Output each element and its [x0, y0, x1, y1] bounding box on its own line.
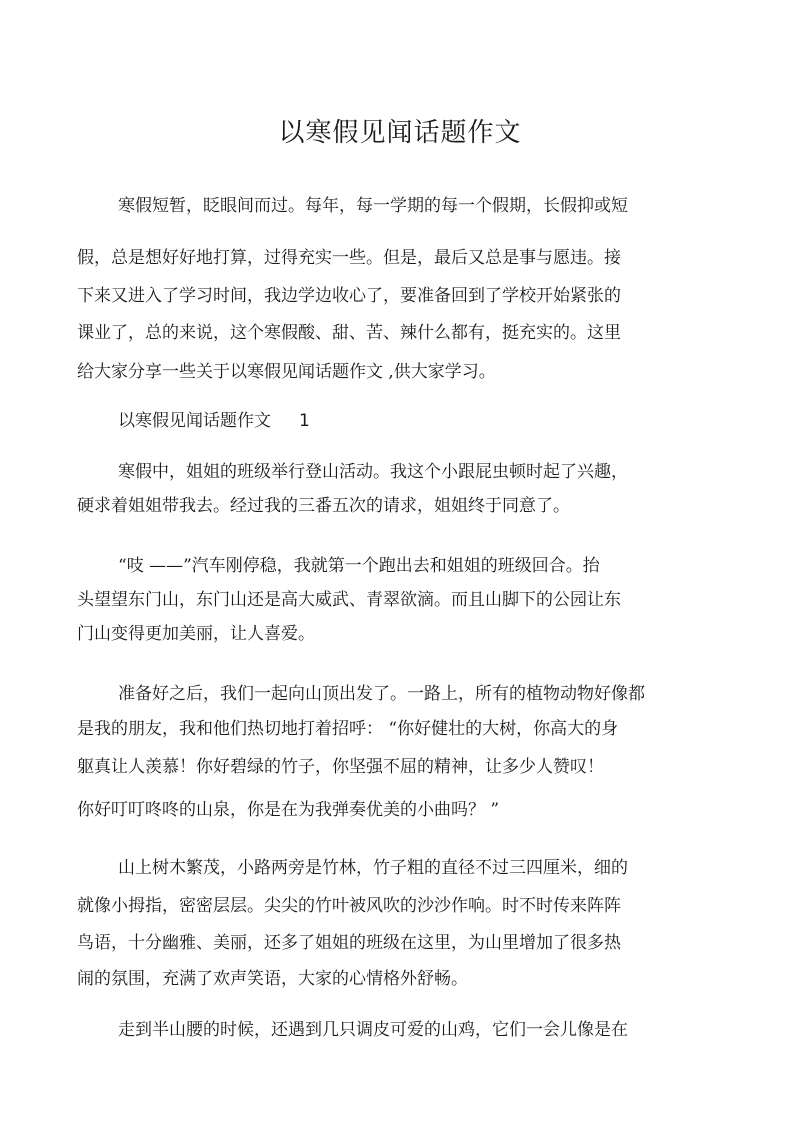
text-line: 躯真让人羡慕！你好碧绿的竹子，你坚强不屈的精神，让多少人赞叹！: [77, 757, 604, 777]
text-line: 下来又进入了学习时间，我边学边收心了，要准备回到了学校开始紧张的: [77, 286, 621, 306]
text-line: 硬求着姐姐带我去。经过我的三番五次的请求，姐姐终于同意了。: [77, 496, 570, 516]
text-line: 鸟语，十分幽雅、美丽，还多了姐姐的班级在这里，为山里增加了很多热: [77, 933, 621, 953]
text-line: 走到半山腰的时候，还遇到几只调皮可爱的山鸡，它们一会儿像是在: [118, 1020, 628, 1040]
text-line: 是我的朋友，我和他们热切地打着招呼： “你好健壮的大树，你高大的身: [77, 719, 619, 739]
section-heading: [118, 411, 310, 431]
text-line: 闹的氛围，充满了欢声笑语，大家的心情格外舒畅。: [77, 969, 468, 989]
document-title: 以寒假见闻话题作文: [278, 118, 522, 148]
text-line: 山上树木繁茂，小路两旁是竹林，竹子粗的直径不过三四厘米，细的: [118, 858, 628, 878]
text-line: 就像小拇指，密密层层。尖尖的竹叶被风吹的沙沙作响。时不时传来阵阵: [77, 896, 621, 916]
text-line: 课业了，总的来说，这个寒假酸、甜、苦、辣什么都有，挺充实的。这里: [77, 323, 621, 343]
text-line: 你好叮叮咚咚的山泉，你是在为我弹奏优美的小曲吗？ ”: [77, 800, 500, 820]
text-line: 准备好之后，我们一起向山顶出发了。一路上，所有的植物动物好像都: [118, 684, 645, 704]
section-heading-text: 以寒假见闻话题作文: [118, 411, 271, 431]
text-line: 给大家分享一些关于以寒假见闻话题作文 ,供大家学习。: [77, 362, 496, 382]
text-line: 门山变得更加美丽，让人喜爱。: [77, 624, 315, 644]
text-line: 假，总是想好好地打算，过得充实一些。但是，最后又总是事与愿违。接: [77, 248, 621, 268]
section-heading-number: 1: [299, 411, 310, 431]
text-line: 寒假短暂，眨眼间而过。每年，每一学期的每一个假期，长假抑或短: [118, 196, 628, 216]
text-line: “吱 ——”汽车刚停稳，我就第一个跑出去和姐姐的班级回合。抬: [118, 556, 600, 576]
text-line: 头望望东门山，东门山还是高大威武、青翠欲滴。而且山脚下的公园让东: [77, 590, 621, 610]
text-line: 寒假中，姐姐的班级举行登山活动。我这个小跟屁虫顿时起了兴趣，: [118, 462, 628, 482]
